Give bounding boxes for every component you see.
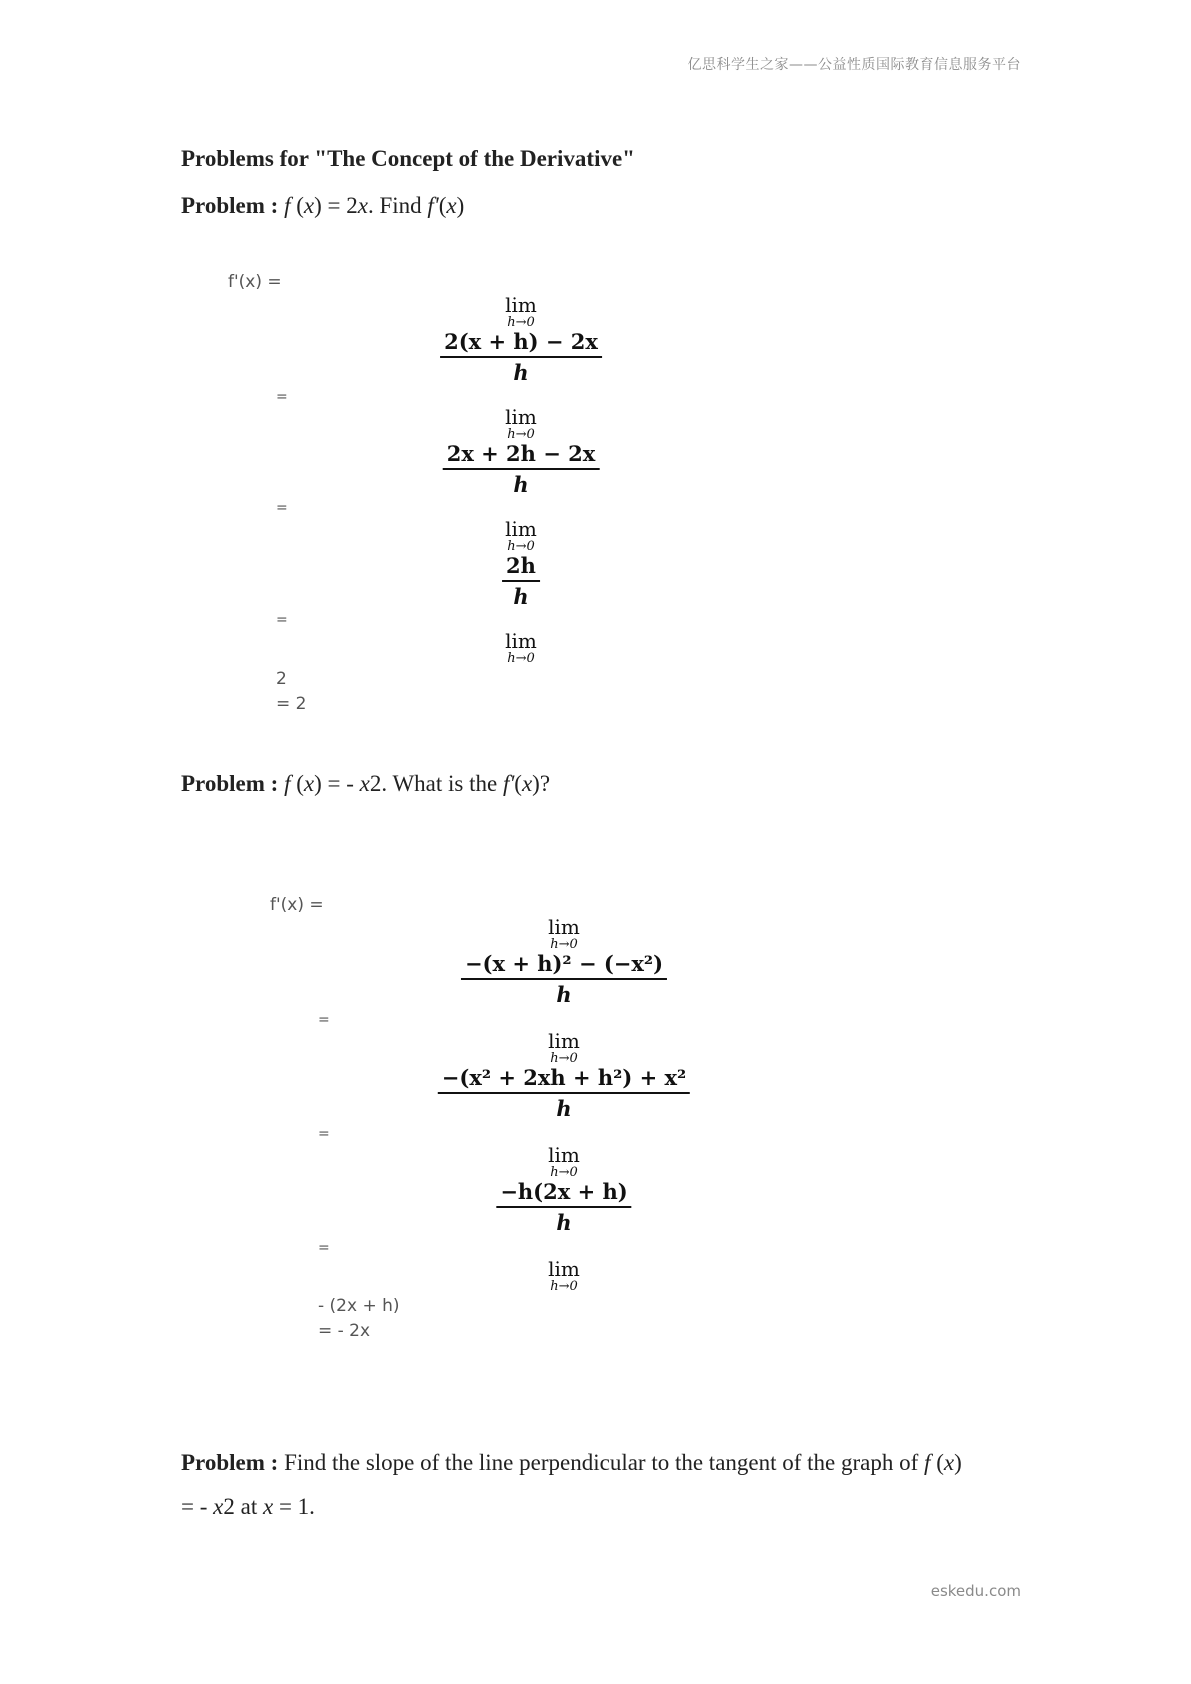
equals-sign: = [276, 500, 288, 516]
derivation-step-4 [548, 1258, 580, 1293]
equals-sign: = [318, 1012, 330, 1028]
text: 2 at [223, 1494, 263, 1519]
derivation-step-3 [496, 1144, 631, 1235]
var-x: x [357, 193, 368, 218]
lim-subscript: h→0 [507, 315, 535, 330]
lim-label: lim [505, 629, 537, 653]
problem-3-statement [181, 1450, 962, 1476]
fraction-denominator: h [556, 1096, 572, 1121]
header-site-name: 亿思科学生之家——公益性质国际教育信息服务平台 [687, 57, 1021, 73]
result-line-1: 2 [276, 669, 287, 689]
result-line-2: = - 2x [318, 1321, 371, 1341]
lim-label: lim [548, 1143, 580, 1167]
text: Find the slope of the line perpendicular to the tangent of the graph of [278, 1450, 925, 1475]
equals-sign: = [276, 612, 288, 628]
page-title: Problems for "The Concept of the Derivative" [181, 146, 635, 171]
lim-label: lim [505, 405, 537, 429]
result-line-2: = 2 [276, 694, 307, 714]
func-f: f [284, 771, 291, 796]
derivation-step-1 [440, 294, 602, 385]
var-x: x [446, 193, 457, 218]
text: ) = - [314, 771, 360, 796]
fraction-denominator: h [513, 584, 529, 609]
problem-label: Problem : [181, 1450, 279, 1475]
fraction-numerator: 2h [502, 553, 540, 582]
fraction-denominator: h [556, 1210, 572, 1235]
func-fprime: f' [427, 193, 439, 218]
problem-label: Problem : [181, 771, 279, 796]
derivation-step-1 [461, 916, 667, 1007]
result-line-1: - (2x + h) [318, 1296, 400, 1316]
lim-label: lim [548, 1257, 580, 1281]
equals-sign: = [318, 1240, 330, 1256]
fraction-denominator: h [513, 472, 529, 497]
equals-sign: = [318, 1126, 330, 1142]
func-f: f [924, 1450, 931, 1475]
text: ) [954, 1450, 962, 1475]
lim-subscript: h→0 [507, 539, 535, 554]
var-x: x [521, 771, 533, 796]
problem-2-statement [181, 771, 550, 797]
text: ( [514, 771, 522, 796]
lim-subscript: h→0 [550, 937, 578, 952]
fraction-numerator: −(x² + 2xh + h²) + x² [438, 1065, 690, 1094]
derivation-step-4 [505, 630, 537, 665]
text: ( [930, 1450, 944, 1475]
lim-subscript: h→0 [550, 1165, 578, 1180]
lim-label: lim [548, 915, 580, 939]
fraction-numerator: −h(2x + h) [496, 1179, 631, 1208]
var-x: x [262, 1494, 274, 1519]
lim-subscript: h→0 [507, 651, 535, 666]
text: )? [532, 771, 551, 796]
problem-3-statement-line-2 [181, 1494, 315, 1520]
text: ( [290, 771, 304, 796]
fprime-label: f'(x) = [270, 895, 324, 915]
lim-subscript: h→0 [550, 1051, 578, 1066]
footer-site-name: eskedu.com [930, 1582, 1021, 1600]
text: = - [181, 1494, 214, 1519]
lim-label: lim [505, 293, 537, 317]
func-fprime: f' [502, 771, 515, 796]
fprime-label: f'(x) = [228, 272, 282, 292]
text: = 1. [273, 1494, 315, 1519]
text: ( [290, 193, 304, 218]
lim-label: lim [548, 1029, 580, 1053]
derivation-step-3 [502, 518, 540, 609]
text: 2. What is the [369, 771, 503, 796]
fraction-numerator: 2x + 2h − 2x [443, 441, 600, 470]
derivation-step-2 [443, 406, 600, 497]
fraction-numerator: 2(x + h) − 2x [440, 329, 602, 358]
text: ) [456, 193, 465, 218]
lim-subscript: h→0 [507, 427, 535, 442]
text: ( [438, 193, 447, 218]
problem-1-statement [181, 193, 464, 219]
lim-label: lim [505, 517, 537, 541]
var-x: x [303, 193, 315, 218]
var-x: x [359, 771, 370, 796]
func-f: f [284, 193, 291, 218]
problem-label: Problem : [181, 193, 279, 218]
var-x: x [213, 1494, 224, 1519]
var-x: x [303, 771, 315, 796]
fraction-numerator: −(x + h)² − (−x²) [461, 951, 667, 980]
fraction-denominator: h [556, 982, 572, 1007]
lim-subscript: h→0 [550, 1279, 578, 1294]
text: . Find [367, 193, 428, 218]
fraction-denominator: h [513, 360, 529, 385]
equals-sign: = [276, 389, 288, 405]
text: ) = 2 [314, 193, 358, 218]
var-x: x [943, 1450, 955, 1475]
derivation-step-2 [438, 1030, 690, 1121]
